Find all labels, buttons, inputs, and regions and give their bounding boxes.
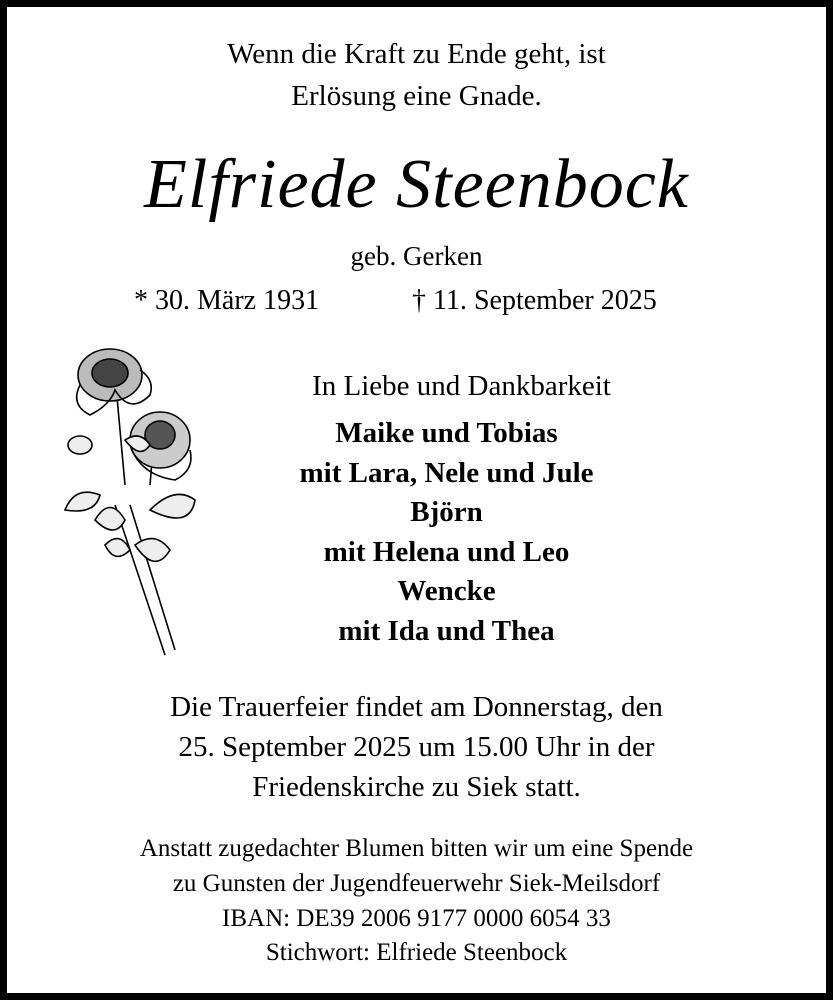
- motto-line-1: Wenn die Kraft zu Ende geht, ist: [227, 38, 606, 70]
- donation-line: Anstatt zugedachter Blumen bitten wir um eine Spende: [139, 835, 694, 862]
- death-date: † 11. September 2025: [412, 285, 657, 316]
- mourner-line: Maike und Tobias: [335, 417, 558, 449]
- deceased-name: Elfriede Steenbock: [144, 146, 689, 223]
- iban: IBAN: DE39 2006 9177 0000 6054 33: [222, 905, 611, 932]
- mourner-line: mit Helena und Leo: [323, 536, 570, 568]
- birth-name: geb. Gerken: [350, 241, 483, 271]
- donation-keyword: Stichwort: Elfriede Steenbock: [265, 939, 568, 966]
- mourner-line: mit Lara, Nele und Jule: [299, 457, 594, 489]
- mourners-intro: In Liebe und Dankbarkeit: [312, 370, 611, 402]
- service-line: Friedenskirche zu Siek statt.: [252, 771, 581, 803]
- mourner-line: Björn: [410, 496, 483, 528]
- mourner-line: mit Ida und Thea: [338, 615, 555, 647]
- donation-line: zu Gunsten der Jugendfeuerwehr Siek-Meilsdorf: [172, 870, 661, 897]
- service-line: 25. September 2025 um 15.00 Uhr in der: [178, 731, 655, 763]
- birth-date: * 30. März 1931: [134, 285, 320, 316]
- motto-line-2: Erlösung eine Gnade.: [291, 80, 542, 112]
- mourner-line: Wencke: [397, 575, 496, 607]
- service-line: Die Trauerfeier findet am Donnerstag, den: [170, 691, 663, 723]
